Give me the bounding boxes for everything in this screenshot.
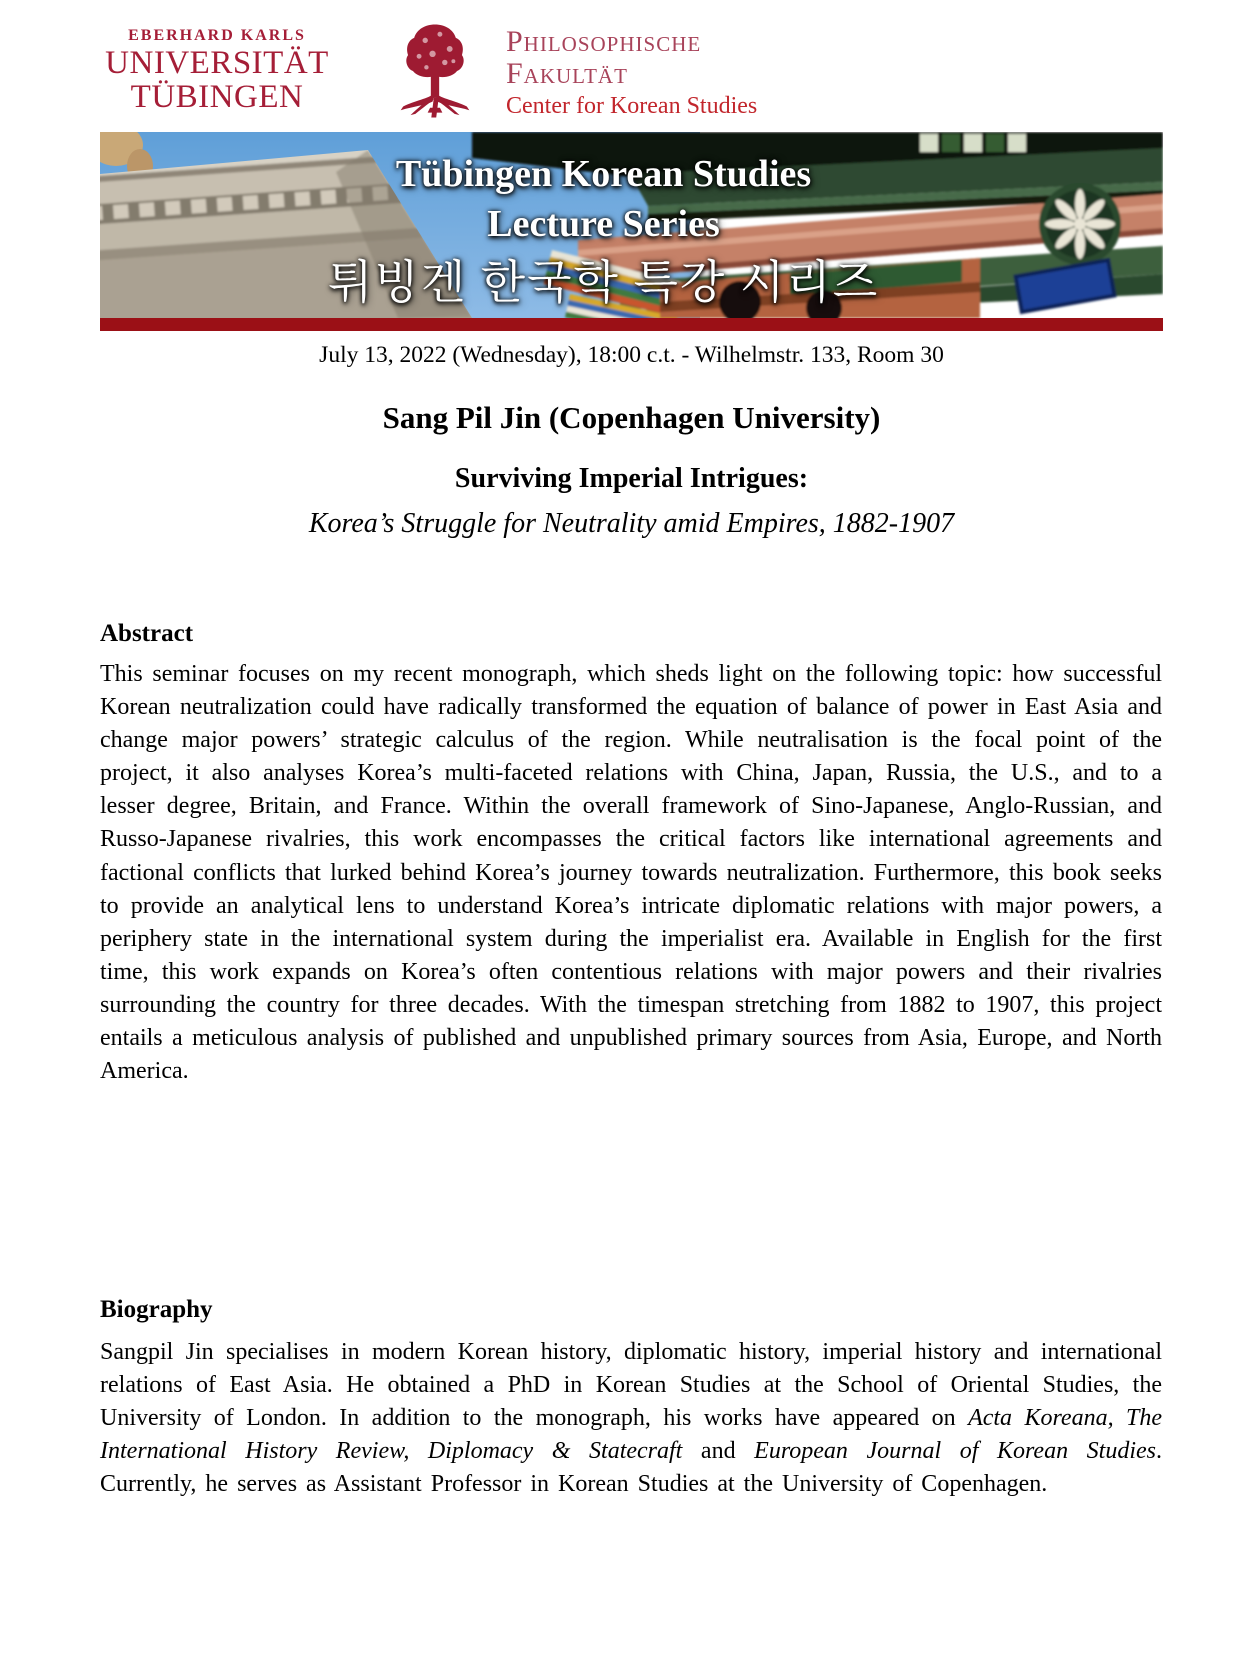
abstract-paragraph: This seminar focuses on my recent monograph, which sheds light on the following topic: how successful Korean neutralization could have radically transformed the equation of balance of power in East Asia and change major powers’ strategic calculus of the region. While neutralisation is the focal point of the project, it also analyses Korea’s multi-faceted relations with China, Japan, Russia, the U.S., and to a lesser degree, Britain, and France. Within the overall framework of Sino-Japanese, Anglo-Russian, and Russo-Japanese rivalries, this work encompasses the critical factors like international agreements and factional conflicts that lurked behind Korea’s journey towards neutralization. Furthermore, this book seeks to provide an analytical lens to understand Korea’s intricate diplomatic relations with major powers, a periphery state in the international system during the imperialist era. Available in English for the first time, this work expands on Korea’s often contentious relations with major powers and their rivalries surrounding the country for three decades. With the timespan stretching from 1882 to 1907, this project entails a meticulous analysis of published and unpublished primary sources from Asia, Europe, and North America.: [100, 661, 1162, 1085]
banner-title-line1: Tübingen Korean Studies: [395, 153, 812, 195]
abstract-heading: Abstract: [100, 620, 194, 647]
bio-segment-journals-italic: Acta Koreana, The International History Review, Diplomacy & Statecraft: [100, 1405, 1163, 1465]
bio-segment-text: . Currently, he serves as Assistant Professor in Korean Studies at the University of Copenhagen.: [100, 1438, 1162, 1498]
banner-red-divider: [100, 318, 1163, 331]
university-name-line1: UNIVERSITÄT: [105, 45, 329, 81]
bio-segment-text: Sangpil Jin specialises in modern Korean history, diplomatic history, imperial history and international relations of East Asia. He obtained a PhD in Korean Studies at the School of Oriental Studies, the University of London. In addition to the monograph, his works have appeared on: [100, 1339, 1162, 1432]
banner-title-korean: 튀빙겐 한국학 특강 시리즈: [327, 257, 880, 308]
faculty-name-line2: Fakultät: [506, 57, 628, 90]
talk-subtitle: Korea’s Struggle for Neutrality amid Empires, 1882-1907: [308, 508, 955, 539]
university-name-line2: TÜBINGEN: [130, 79, 304, 115]
center-name: Center for Korean Studies: [506, 93, 758, 119]
talk-title: Surviving Imperial Intrigues:: [454, 463, 809, 494]
university-pre-name: EBERHARD KARLS: [128, 27, 306, 44]
speaker-name: Sang Pil Jin (Copenhagen University): [382, 400, 881, 435]
banner: [100, 132, 1163, 331]
banner-title-block: [72, 132, 1135, 318]
faculty-name-line1: Philosophische: [506, 25, 702, 58]
university-wordmark: [96, 26, 338, 114]
bio-segment-journal-italic: European Journal of Korean Studies: [754, 1438, 1156, 1465]
tree-logo-icon: [398, 22, 472, 120]
faculty-block: [506, 26, 757, 120]
biography-heading: Biography: [100, 1296, 213, 1323]
biography-paragraph: [100, 1336, 1162, 1501]
bio-segment-text: and: [682, 1438, 755, 1465]
event-dateline: July 13, 2022 (Wednesday), 18:00 c.t. - Wilhelmstr. 133, Room 30: [319, 342, 944, 368]
banner-title-line2: Lecture Series: [487, 203, 720, 245]
